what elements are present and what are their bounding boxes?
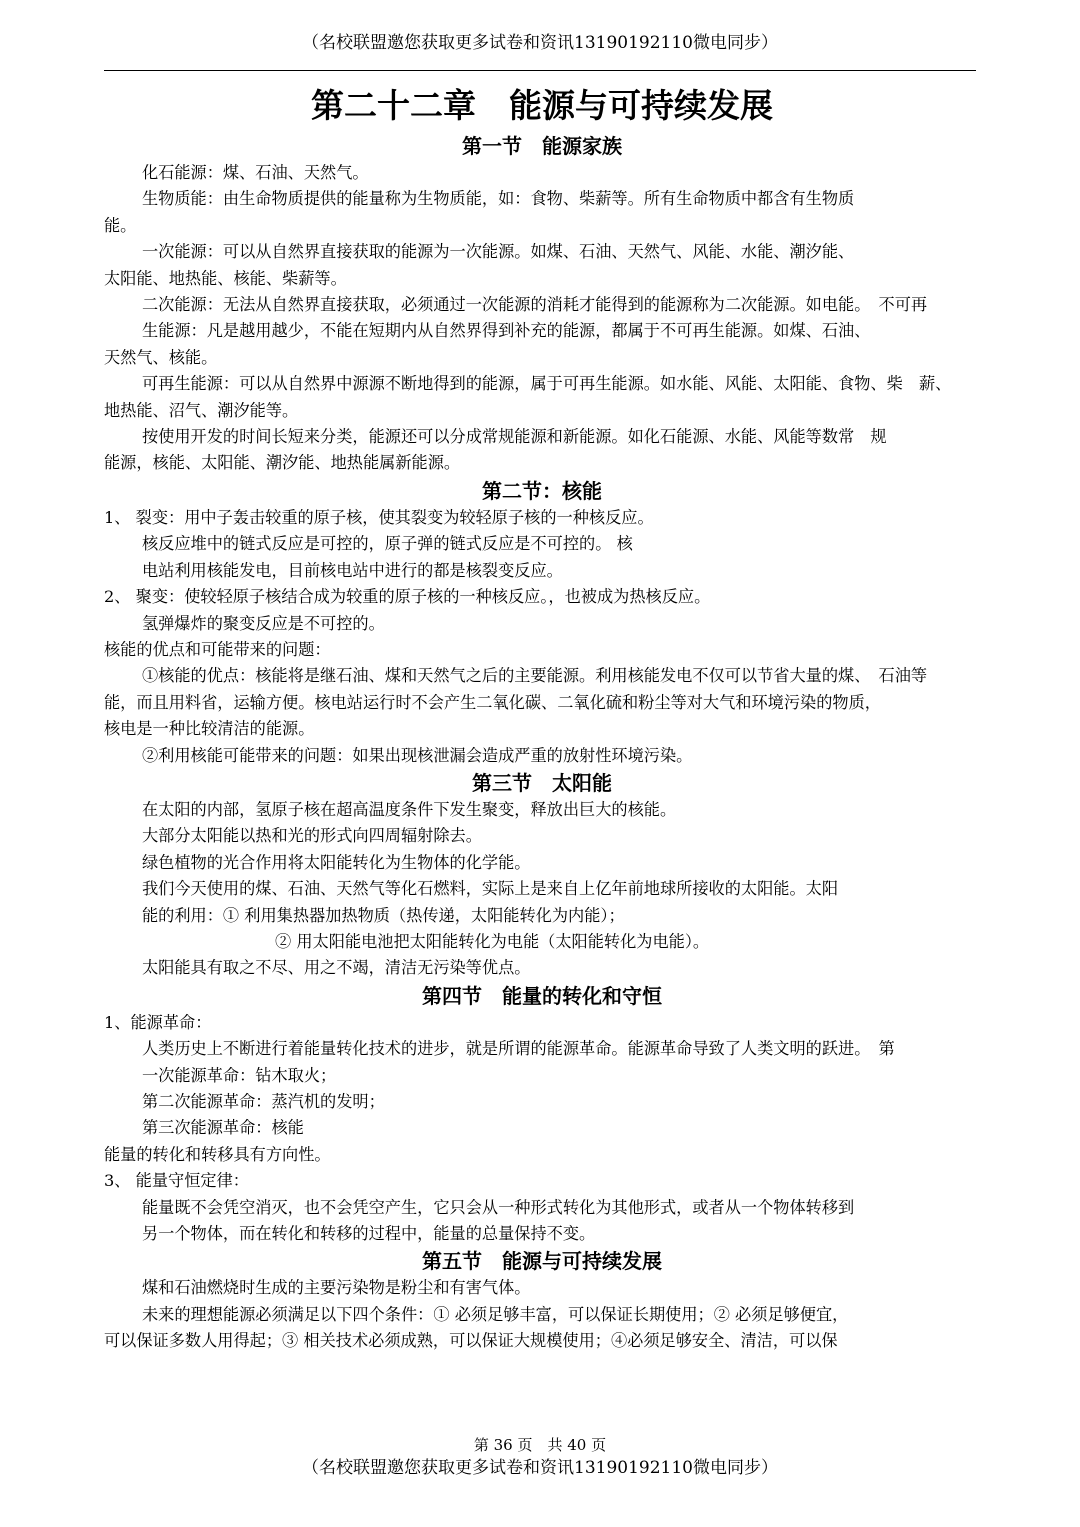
paragraph-line: 2、 聚变：使较轻原子核结合成为较重的原子核的一种核反应。，也被成为热核反应。 (104, 587, 711, 607)
paragraph-line: 能量的转化和转移具有方向性。 (104, 1144, 331, 1164)
paragraph-line: 核能的优点和可能带来的问题： (104, 639, 331, 659)
section-title-3: 第三节 太阳能 (472, 770, 612, 795)
paragraph-line: 核反应堆中的链式反应是可控的，原子弹的链式反应是不可控的。 核 (142, 534, 633, 554)
paragraph-line: 大部分太阳能以热和光的形式向四周辐射除去。 (142, 826, 482, 846)
header-rule (104, 70, 976, 71)
paragraph-line: ②利用核能可能带来的问题：如果出现核泄漏会造成严重的放射性环境污染。 (142, 745, 693, 765)
paragraph-line: ② 用太阳能电池把太阳能转化为电能（太阳能转化为电能）。 (275, 931, 710, 951)
page-number: 第 36 页 共 40 页 (473, 1436, 607, 1454)
paragraph-line: 第三次能源革命：核能 (142, 1118, 304, 1138)
paragraph-line: 煤和石油燃烧时生成的主要污染物是粉尘和有害气体。 (142, 1278, 531, 1298)
paragraph-line: 核电是一种比较清洁的能源。 (104, 719, 315, 739)
header-note: （名校联盟邀您获取更多试卷和资讯13190192110微电同步） (302, 33, 778, 53)
paragraph-line: 能源，核能、太阳能、潮汐能、地热能属新能源。 (104, 453, 461, 473)
paragraph-line: 生物质能：由生命物质提供的能量称为生物质能，如：食物、柴薪等。所有生命物质中都含有生物质 (142, 189, 855, 209)
paragraph-line: 绿色植物的光合作用将太阳能转化为生物体的化学能。 (142, 852, 531, 872)
paragraph-line: 电站利用核能发电，目前核电站中进行的都是核裂变反应。 (142, 560, 563, 580)
footer-note: （名校联盟邀您获取更多试卷和资讯13190192110微电同步） (302, 1458, 778, 1478)
paragraph-line: 生能源：凡是越用越少，不能在短期内从自然界得到补充的能源，都属于不可再生能源。如煤、石油、 (142, 321, 871, 341)
paragraph-line: 氢弹爆炸的聚变反应是不可控的。 (142, 613, 385, 633)
paragraph-line: 太阳能具有取之不尽、用之不竭，清洁无污染等优点。 (142, 958, 531, 978)
paragraph-line: 人类历史上不断进行着能量转化技术的进步，就是所谓的能源革命。能源革命导致了人类文明的跃进。 第 (142, 1039, 895, 1059)
paragraph-line: 能的利用：① 利用集热器加热物质（热传递，太阳能转化为内能）； (142, 905, 625, 925)
section-title-4: 第四节 能量的转化和守恒 (422, 983, 662, 1008)
paragraph-line: 3、 能量守恒定律： (104, 1171, 249, 1191)
paragraph-line: 1、能源革命： (104, 1012, 212, 1032)
paragraph-line: 第二次能源革命：蒸汽机的发明； (142, 1092, 385, 1111)
paragraph-line: 地热能、沼气、潮汐能等。 (104, 400, 299, 420)
chapter-title: 第二十二章 能源与可持续发展 (311, 86, 773, 125)
paragraph-line: 一次能源革命：钻木取火； (142, 1065, 337, 1085)
paragraph-line: 二次能源：无法从自然界直接获取，必须通过一次能源的消耗才能得到的能源称为二次能源。如电能。 不可再 (142, 295, 928, 315)
paragraph-line: 可再生能源：可以从自然界中源源不断地得到的能源，属于可再生能源。如水能、风能、太阳能、食物、柴 薪、 (142, 374, 952, 394)
paragraph-line: 另一个物体，而在转化和转移的过程中，能量的总量保持不变。 (142, 1224, 596, 1244)
section-title-1: 第一节 能源家族 (462, 134, 622, 158)
paragraph-line: 一次能源：可以从自然界直接获取的能源为一次能源。如煤、石油、天然气、风能、水能、潮汐能、 (142, 242, 855, 262)
paragraph-line: ①核能的优点：核能将是继石油、煤和天然气之后的主要能源。利用核能发电不仅可以节省大量的煤、 石油等 (142, 666, 928, 686)
paragraph-line: 太阳能、地热能、核能、柴薪等。 (104, 268, 347, 288)
paragraph-line: 未来的理想能源必须满足以下四个条件：① 必须足够丰富，可以保证长期使用；② 必须足够便宜， (142, 1304, 849, 1324)
paragraph-line: 在太阳的内部，氢原子核在超高温度条件下发生聚变，释放出巨大的核能。 (142, 799, 677, 819)
paragraph-line: 天然气、核能。 (104, 347, 218, 367)
content (104, 80, 980, 1355)
section-title-5: 第五节 能源与可持续发展 (422, 1249, 662, 1274)
paragraph-line: 按使用开发的时间长短来分类，能源还可以分成常规能源和新能源。如化石能源、水能、风能等数常 规 (142, 427, 887, 447)
paragraph-line: 能。 (104, 215, 137, 235)
paragraph-line: 能，而且用料省，运输方便。核电站运行时不会产生二氧化碳、二氧化硫和粉尘等对大气和环境污染的物质， (104, 692, 881, 712)
paragraph-line: 可以保证多数人用得起；③ 相关技术必须成熟，可以保证大规模使用；④必须足够安全、清洁，可以保 (104, 1331, 838, 1351)
paragraph-line: 我们今天使用的煤、石油、天然气等化石燃料，实际上是来自上亿年前地球所接收的太阳能。太阳 (142, 879, 839, 899)
paragraph-line: 化石能源：煤、石油、天然气。 (142, 163, 369, 182)
section-title-2: 第二节：核能 (482, 478, 602, 503)
paragraph-line: 1、 裂变：用中子轰击较重的原子核，使其裂变为较轻原子核的一种核反应。 (104, 507, 654, 527)
paragraph-line: 能量既不会凭空消灭，也不会凭空产生，它只会从一种形式转化为其他形式，或者从一个物体转移到 (142, 1197, 855, 1217)
